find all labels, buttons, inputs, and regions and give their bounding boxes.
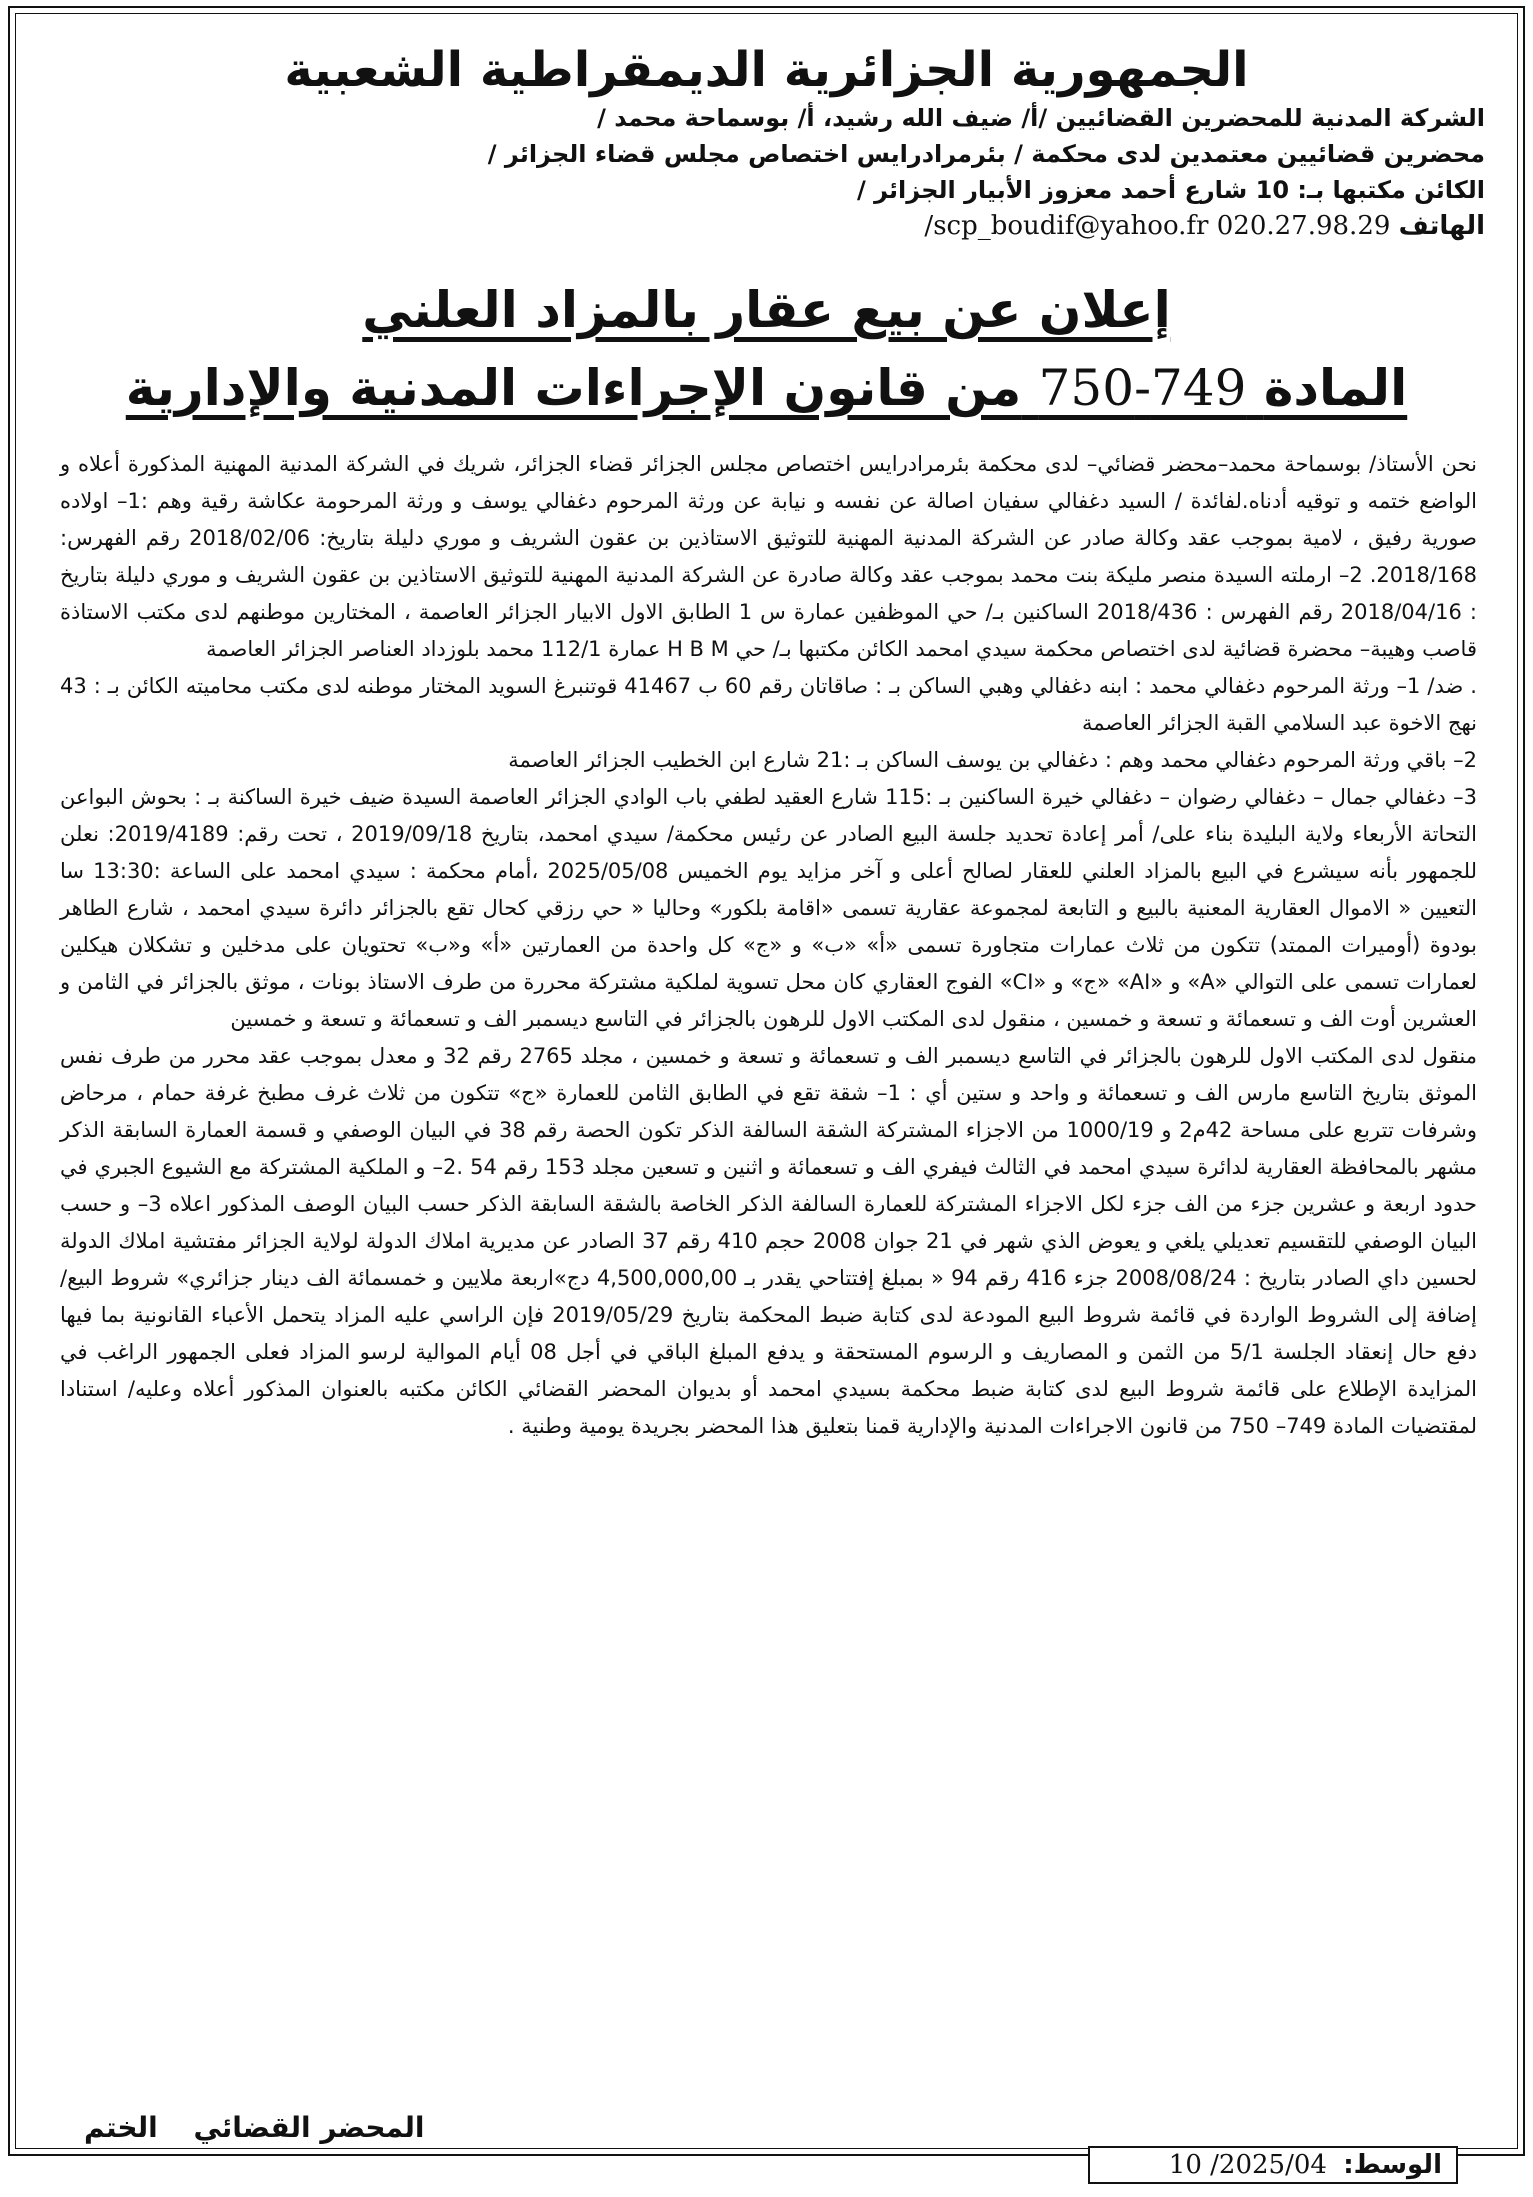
article-reference — [68, 349, 1465, 427]
publication-date: 2025/04/ 10 — [1168, 2150, 1327, 2180]
contact-line — [48, 208, 1485, 244]
phone-number: 020.27.98.29 — [1216, 211, 1391, 241]
republic-title: الجمهورية الجزائرية الديمقراطية الشعبية — [284, 42, 1249, 98]
notice-body — [60, 446, 1477, 1445]
article-suffix: من قانون الإجراءات المدنية والإدارية — [125, 359, 1022, 417]
phone-label: الهاتف — [1398, 211, 1485, 241]
accreditation-line: محضرين قضائيين معتمدين لدى محكمة / بئرمرادرايس اختصاص مجلس قضاء الجزائر / — [487, 140, 1485, 168]
body-paragraph-sale-order: 3– دغفالي جمال – دغفالي رضوان – دغفالي خيرة الساكنين بـ :115 شارع العقيد لطفي باب الوادي الجزائر العاصمة السيدة ضيف خيرة الساكنة بـ : بحوش البواعن التحاتة الأربعاء ولاية البليدة بناء على/ أمر إعادة تحديد جلسة البيع الصادر عن رئيس محكمة/ سيدي امحمد، بتاريخ 2019/09/18 ، تحت رقم: 2019/4189: نعلن للجمهور بأنه سيشرع في البيع بالمزاد العلني للعقار لصالح أعلى و آخر مزايد يوم الخميس 2025/05/08 ،أمام محكمة : سيدي امحمد على الساعة :13:30 سا التعيين « الاموال العقارية المعنية بالبيع و التابعة لمجموعة عقارية تسمى «اقامة بلكور» وحاليا « حي رزقي كحال تقع بالجزائر دائرة سيدي امحمد ، شارع الطاهر بودوة (أوميرات الممتد) تتكون من ثلاث عمارات متجاورة تسمى «أ» «ب» و «ج» كل واحدة من العمارتين «أ» و«ب» تحتويان على مدخلين و تشكلان هيكلين لعمارات تسمى على التوالي «A» و «AI» «ج» و «CI» الفوج العقاري كان محل تسوية لملكية مشتركة محررة من طرف الاستاذ بونات ، موثق بالجزائر في الثامن و العشرين أوت الف و تسعمائة و تسعة و خمسين ، منقول لدى المكتب الاول للرهون بالجزائر في التاسع ديسمبر الف و تسعمائة و تسعة و خمسين — [60, 785, 1478, 1031]
notice-header — [48, 40, 1485, 244]
publication-date-box — [1088, 2146, 1458, 2184]
body-paragraph-defendant-1: . ضد/ 1– ورثة المرحوم دغفالي محمد : ابنه دغفالي وهبي الساكن بـ : صاقاتان رقم 60 ب 41467 قوتنبرغ السويد المختار موطنه لدى مكتب محاميته الكائن بـ : 43 نهج الاخوة عبد السلامي القبة الجزائر العاصمة — [60, 674, 1477, 735]
newspaper-label: الوسط: — [1343, 2150, 1442, 2180]
body-paragraph-plaintiff: نحن الأستاذ/ بوسماحة محمد–محضر قضائي– لدى محكمة بئرمرادرايس اختصاص مجلس الجزائر قضاء الجزائر، شريك في الشركة المدنية المهنية المذكورة أعلاه و الواضع ختمه و توقيه أدناه.لفائدة / السيد دغفالي سفيان اصالة عن نفسه و نيابة عن ورثة المرحوم دغفالي يوسف و ورثة المرحومة عكاشة رقية وهم :1– اولاده صورية رفيق ، لامية بموجب عقد وكالة صادر عن الشركة المدنية المهنية للتوثيق الاستاذين بن عقون الشريف و موري دليلة بتاريخ: 2018/02/06 رقم الفهرس: 2018/168. 2– ارملته السيدة منصر مليكة بنت محمد بموجب عقد وكالة صادرة عن الشركة المدنية المهنية للتوثيق الاستاذين بن عقون الشريف و موري دليلة بتاريخ : 2018/04/16 رقم الفهرس : 2018/436 الساكنين بـ/ حي الموظفين عمارة س 1 الطابق الاول الابيار الجزائر العاصمة ، المختارين موطنهم لدى مكتب الاستاذة قاصب وهيبة– محضرة قضائية لدى اختصاص محكمة سيدي امحمد الكائن مكتبها بـ/ حي H B M عمارة 112/1 محمد بلوزداد العناصر الجزائر العاصمة — [60, 452, 1478, 661]
announcement-title: إعلان عن بيع عقار بالمزاد العلني — [362, 281, 1171, 339]
body-paragraph-defendant-2: 2– باقي ورثة المرحوم دغفالي محمد وهم : دغفالي بن يوسف الساكن بـ :21 شارع ابن الخطيب الجزائر العاصمة — [508, 748, 1477, 772]
body-paragraph-property-terms: منقول لدى المكتب الاول للرهون بالجزائر في التاسع ديسمبر الف و تسعمائة و تسعة و خمسين ، مجلد 2765 رقم 32 و معدل بموجب عقد محرر من طرف نفس الموثق بتاريخ التاسع مارس الف و تسعمائة و واحد و ستين أي : 1– شقة تقع في الطابق الثامن للعمارة «ج» تتكون من ثلاث غرف مطبخ غرفة حمام ، مرحاض وشرفات تتربع على مساحة 42م2 و 1000/19 من الاجزاء المشتركة الشقة السالفة الذكر تكون الحصة رقم 38 في البيان الوصفي و قسمة العمارة السابقة الذكر مشهر بالمحافظة العقارية لدائرة سيدي امحمد في الثالث فيفري الف و تسعمائة و اثنين و تسعين مجلد 153 رقم 54 .2– و الملكية المشتركة مع الشيوع الجبري في حدود اربعة و عشرين جزء من الف جزء لكل الاجزاء المشتركة للعمارة السالفة الذكر الخاصة بالشقة السابقة الذكر حسب البيان الوصف المذكور اعلاه 3– و حسب البيان الوصفي للتقسيم تعديلي يلغي و يعوض الذي شهر في 21 جوان 2008 حجم 410 رقم 37 الصادر عن مديرية املاك الدولة لولاية الجزائر مفتشية املاك الدولة لحسين داي الصادر بتاريخ : 2008/08/24 جزء 416 رقم 94 « بمبلغ إفتتاحي يقدر بـ 4,500,000,00 دج»اربعة ملايين و خمسمائة الف دينار جزائري» شروط البيع/ إضافة إلى الشروط الواردة في قائمة شروط البيع المودعة لدى كتابة ضبط المحكمة بتاريخ 2019/05/29 فإن الراسي عليه المزاد يتحمل الأعباء القانونية بما فيها دفع حال إنعقاد الجلسة 5/1 من الثمن و المصاريف و الرسوم المستحقة و يدفع المبلغ الباقي في أجل 08 أيام الموالية لرسو المزاد فعلى الجمهور الراغب في المزايدة الإطلاع على قائمة شروط البيع لدى كتابة ضبط محكمة بسيدي امحمد أو بديوان المحضر القضائي الكائن مكتبه بالعنوان المذكور أعلاه وعليه/ استنادا لمقتضيات المادة 749– 750 من قانون الاجراءات المدنية والإدارية قمنا بتعليق هذا المحضر بجريدة يومية وطنية . — [60, 1044, 1478, 1438]
article-numbers: 749-750 — [1038, 359, 1247, 417]
company-line: الشركة المدنية للمحضرين القضائيين /أ/ ضيف الله رشيد، أ/ بوسماحة محمد / — [597, 104, 1485, 132]
stamp-label: الختم — [84, 2111, 158, 2144]
announcement-title-block — [68, 271, 1465, 427]
legal-notice-page — [8, 6, 1525, 2189]
bailiff-label: المحضر القضائي — [193, 2111, 425, 2144]
signature-line — [58, 2108, 424, 2148]
article-prefix: المادة — [1263, 359, 1408, 417]
email-address: scp_boudif@yahoo.fr/ — [924, 211, 1209, 241]
address-line: الكائن مكتبها بـ: 10 شارع أحمد معزوز الأبيار الجزائر / — [856, 176, 1485, 204]
